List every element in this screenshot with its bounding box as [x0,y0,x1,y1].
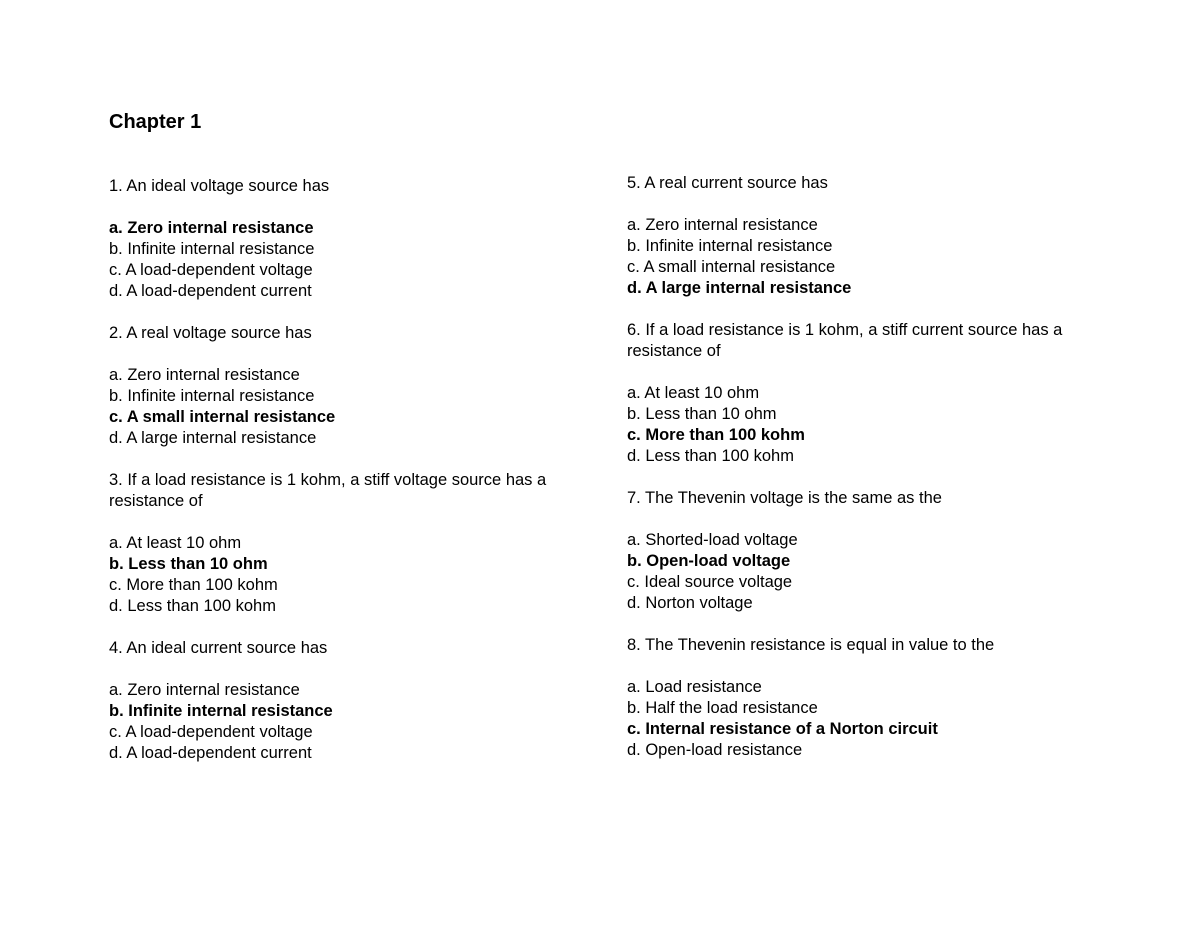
answer-options [109,365,569,449]
answer-option: d. Open-load resistance [627,741,803,759]
answer-option: a. Load resistance [627,678,762,696]
answer-option: b. Half the load resistance [627,699,818,717]
question-text: 5. A real current source has [627,174,828,192]
answer-option: c. A load-dependent voltage [109,723,313,741]
question-text: 8. The Thevenin resistance is equal in value to the [627,636,995,654]
answer-option: a. Zero internal resistance [627,216,818,234]
answer-option: b. Less than 10 ohm [627,405,777,423]
question-text: 6. If a load resistance is 1 kohm, a stiff current source has a resistance of [627,321,1063,360]
question-3 [109,470,569,617]
answer-option: d. Norton voltage [627,594,753,612]
answer-option: d. A load-dependent current [109,744,312,762]
question-text: 7. The Thevenin voltage is the same as the [627,489,942,507]
question-4 [109,638,569,764]
correct-answer-option: a. Zero internal resistance [109,219,314,237]
question-8 [627,635,1097,761]
answer-options [109,680,569,764]
answer-option: a. At least 10 ohm [627,384,760,402]
question-1 [109,176,569,302]
answer-option: d. A load-dependent current [109,282,312,300]
answer-options [627,530,1097,614]
question-text: 1. An ideal voltage source has [109,177,330,195]
answer-options [627,383,1097,467]
answer-option: d. Less than 100 kohm [627,447,794,465]
correct-answer-option: b. Open-load voltage [627,552,791,570]
correct-answer-option: d. A large internal resistance [627,279,852,297]
question-text: 4. An ideal current source has [109,639,328,657]
right-column [627,173,1097,782]
answer-options [627,677,1097,761]
answer-option: b. Infinite internal resistance [109,387,315,405]
correct-answer-option: b. Infinite internal resistance [109,702,333,720]
answer-option: b. Infinite internal resistance [627,237,833,255]
correct-answer-option: b. Less than 10 ohm [109,555,268,573]
question-7 [627,488,1097,614]
answer-option: a. At least 10 ohm [109,534,242,552]
question-6 [627,320,1097,467]
correct-answer-option: c. A small internal resistance [109,408,336,426]
question-2 [109,323,569,449]
answer-option: c. More than 100 kohm [109,576,278,594]
answer-option: a. Zero internal resistance [109,681,300,699]
answer-options [627,215,1097,299]
correct-answer-option: c. More than 100 kohm [627,426,805,444]
answer-options [109,218,569,302]
answer-option: a. Shorted-load voltage [627,531,798,549]
answer-option: a. Zero internal resistance [109,366,300,384]
answer-option: d. Less than 100 kohm [109,597,276,615]
chapter-title: Chapter 1 [109,111,202,133]
answer-option: c. A load-dependent voltage [109,261,313,279]
answer-option: d. A large internal resistance [109,429,317,447]
question-5 [627,173,1097,299]
question-text: 3. If a load resistance is 1 kohm, a stiff voltage source has a resistance of [109,471,547,510]
correct-answer-option: c. Internal resistance of a Norton circuit [627,720,938,738]
left-column [109,176,569,785]
question-text: 2. A real voltage source has [109,324,312,342]
answer-option: c. A small internal resistance [627,258,836,276]
answer-options [109,533,569,617]
answer-option: c. Ideal source voltage [627,573,793,591]
answer-option: b. Infinite internal resistance [109,240,315,258]
